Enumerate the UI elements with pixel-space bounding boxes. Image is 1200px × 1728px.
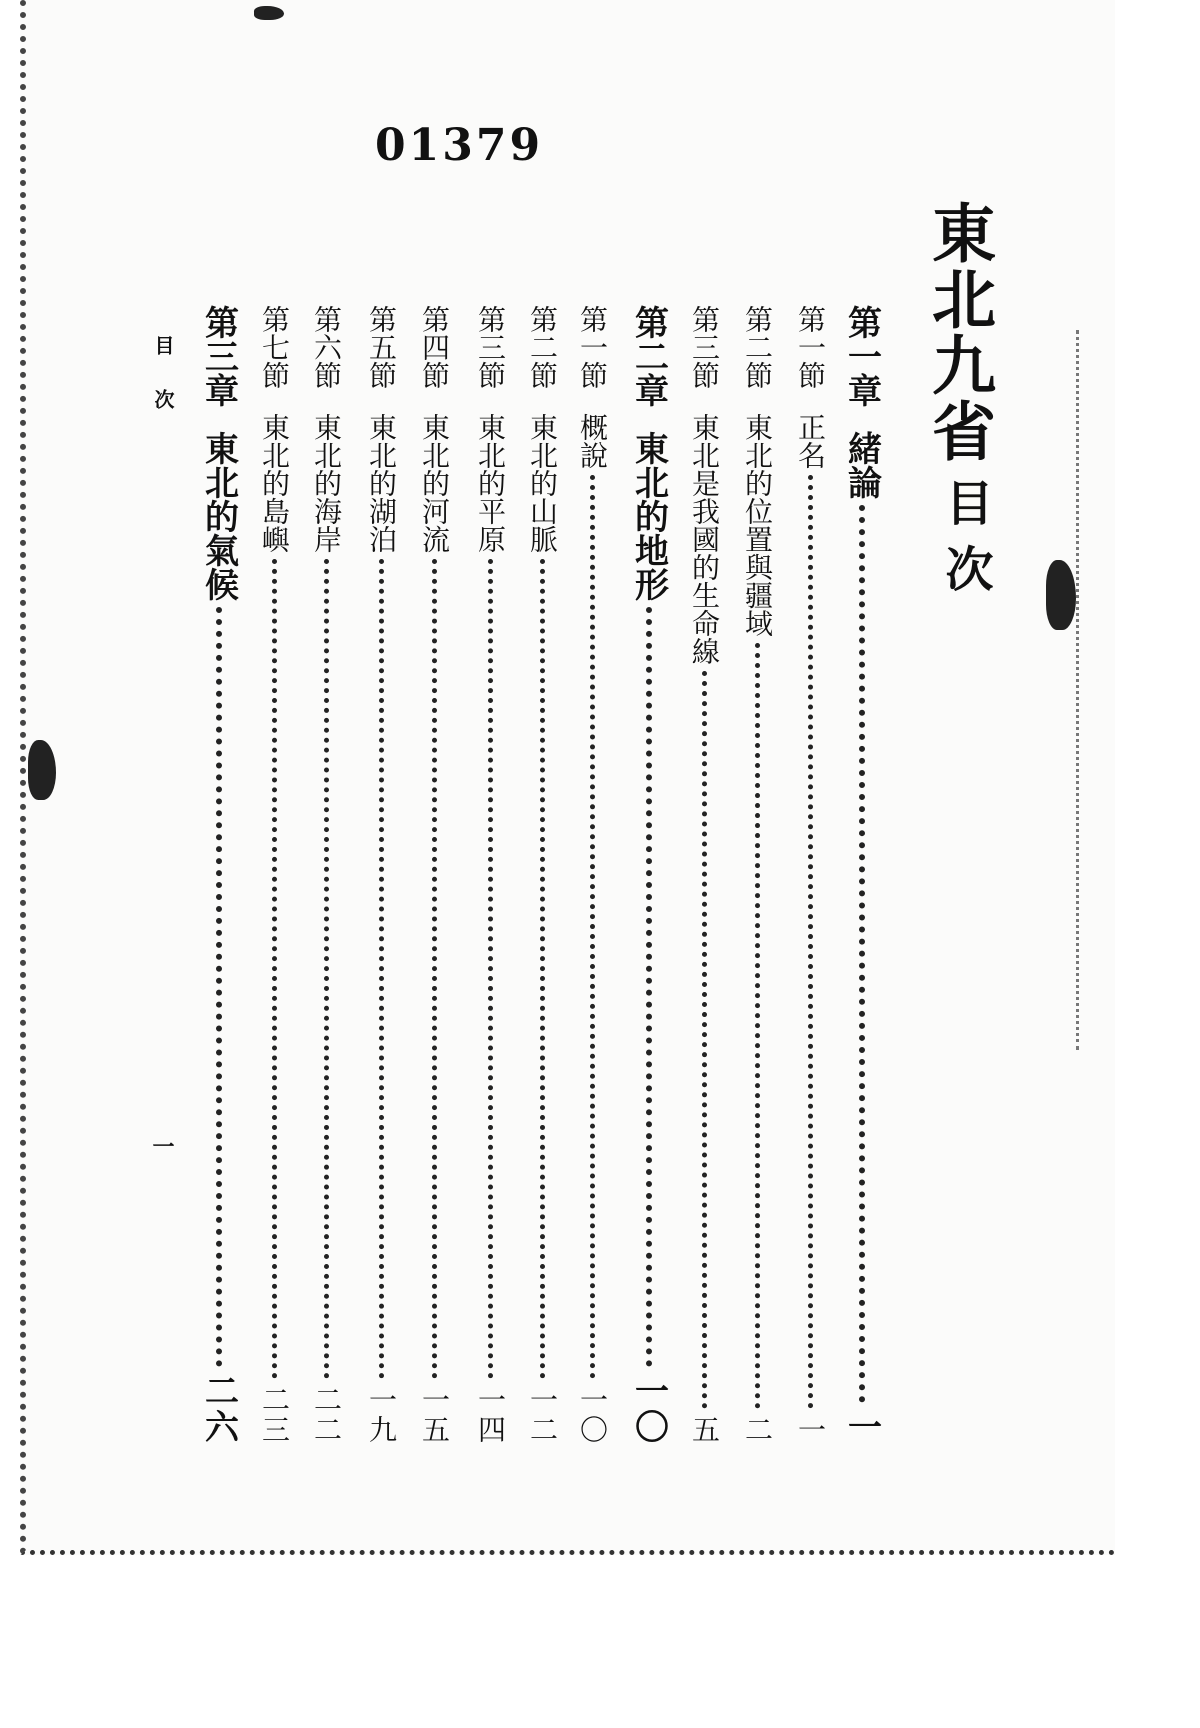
toc-entry-number: 第二節 <box>741 305 774 389</box>
toc-entry-page: 一五 <box>418 1385 451 1445</box>
toc-entry-page: 一 <box>841 1409 882 1445</box>
toc-entry <box>466 305 514 1445</box>
dot-leader <box>808 475 813 1409</box>
toc-entry-number: 第三章 <box>198 305 239 407</box>
toc-entry-number: 第三節 <box>474 305 507 389</box>
toc-entry-title: 東北的氣候 <box>198 431 239 601</box>
toc-entry-title: 正名 <box>794 413 827 469</box>
toc-entry-title: 東北的地形 <box>628 431 669 601</box>
toc-entry-page: 二六 <box>198 1373 239 1445</box>
toc-entry <box>733 305 781 1445</box>
dot-leader <box>216 607 222 1367</box>
toc-entry-number: 第一節 <box>794 305 827 389</box>
page-number: 01379 <box>375 120 544 171</box>
toc-entry <box>786 305 834 1445</box>
toc-entry-page: 一二 <box>526 1385 559 1445</box>
toc-entry <box>357 305 405 1445</box>
toc-entry-page: 一〇 <box>628 1373 669 1445</box>
toc-entry-title: 東北的河流 <box>418 413 451 553</box>
toc-entry-title: 東北的島嶼 <box>258 413 291 553</box>
toc-entry-number: 第一節 <box>576 305 609 389</box>
toc-entry <box>680 305 728 1445</box>
toc-entry-number: 第三節 <box>688 305 721 389</box>
toc-entry-page: 二 <box>741 1415 774 1445</box>
toc-entry-number: 第六節 <box>310 305 343 389</box>
toc-entry <box>302 305 350 1445</box>
toc-entry-number: 第二章 <box>628 305 669 407</box>
dot-leader <box>379 559 384 1379</box>
toc-entry <box>250 305 298 1445</box>
dot-leader <box>540 559 545 1379</box>
toc-entry-page: 一〇 <box>576 1385 609 1445</box>
dot-leader <box>646 607 652 1367</box>
dot-leader <box>702 671 707 1409</box>
dot-leader <box>488 559 493 1379</box>
toc-entry-number: 第一章 <box>841 305 882 407</box>
dot-leader <box>324 559 329 1379</box>
running-head: 目次 <box>151 335 175 443</box>
toc-entry-title: 東北是我國的生命線 <box>688 413 721 665</box>
dot-leader <box>432 559 437 1379</box>
toc-entry-number: 第四節 <box>418 305 451 389</box>
dot-leader <box>755 643 760 1409</box>
toc-entry <box>568 305 616 1445</box>
toc-entry-page: 二二 <box>310 1385 343 1445</box>
dot-leader <box>859 505 865 1403</box>
toc-entry-page: 一四 <box>474 1385 507 1445</box>
toc-entry-number: 第五節 <box>365 305 398 389</box>
toc-entry <box>518 305 566 1445</box>
toc-entry-title: 東北的位置與疆域 <box>741 413 774 637</box>
folio: 一 <box>149 1135 175 1157</box>
toc-entry-number: 第七節 <box>258 305 291 389</box>
dot-leader <box>272 559 277 1379</box>
toc-entry <box>195 305 243 1445</box>
toc-entry-page: 二三 <box>258 1385 291 1445</box>
book-title: 東北九省 <box>921 200 996 464</box>
toc-entry-number: 第二節 <box>526 305 559 389</box>
toc-entry-page: 五 <box>688 1415 721 1445</box>
toc-entry <box>625 305 673 1445</box>
dot-leader <box>590 475 595 1379</box>
toc-entry-page: 一 <box>794 1415 827 1445</box>
toc-entry-title: 概說 <box>576 413 609 469</box>
toc-heading: 目次 <box>937 478 993 610</box>
toc-entry-title: 東北的平原 <box>474 413 507 553</box>
toc-entry-title: 東北的湖泊 <box>365 413 398 553</box>
toc-entry-title: 東北的山脈 <box>526 413 559 553</box>
toc-entry-title: 緒論 <box>841 431 882 499</box>
toc-entry-title: 東北的海岸 <box>310 413 343 553</box>
toc-entry <box>838 305 886 1445</box>
toc-entry-page: 一九 <box>365 1385 398 1445</box>
toc-entry <box>410 305 458 1445</box>
